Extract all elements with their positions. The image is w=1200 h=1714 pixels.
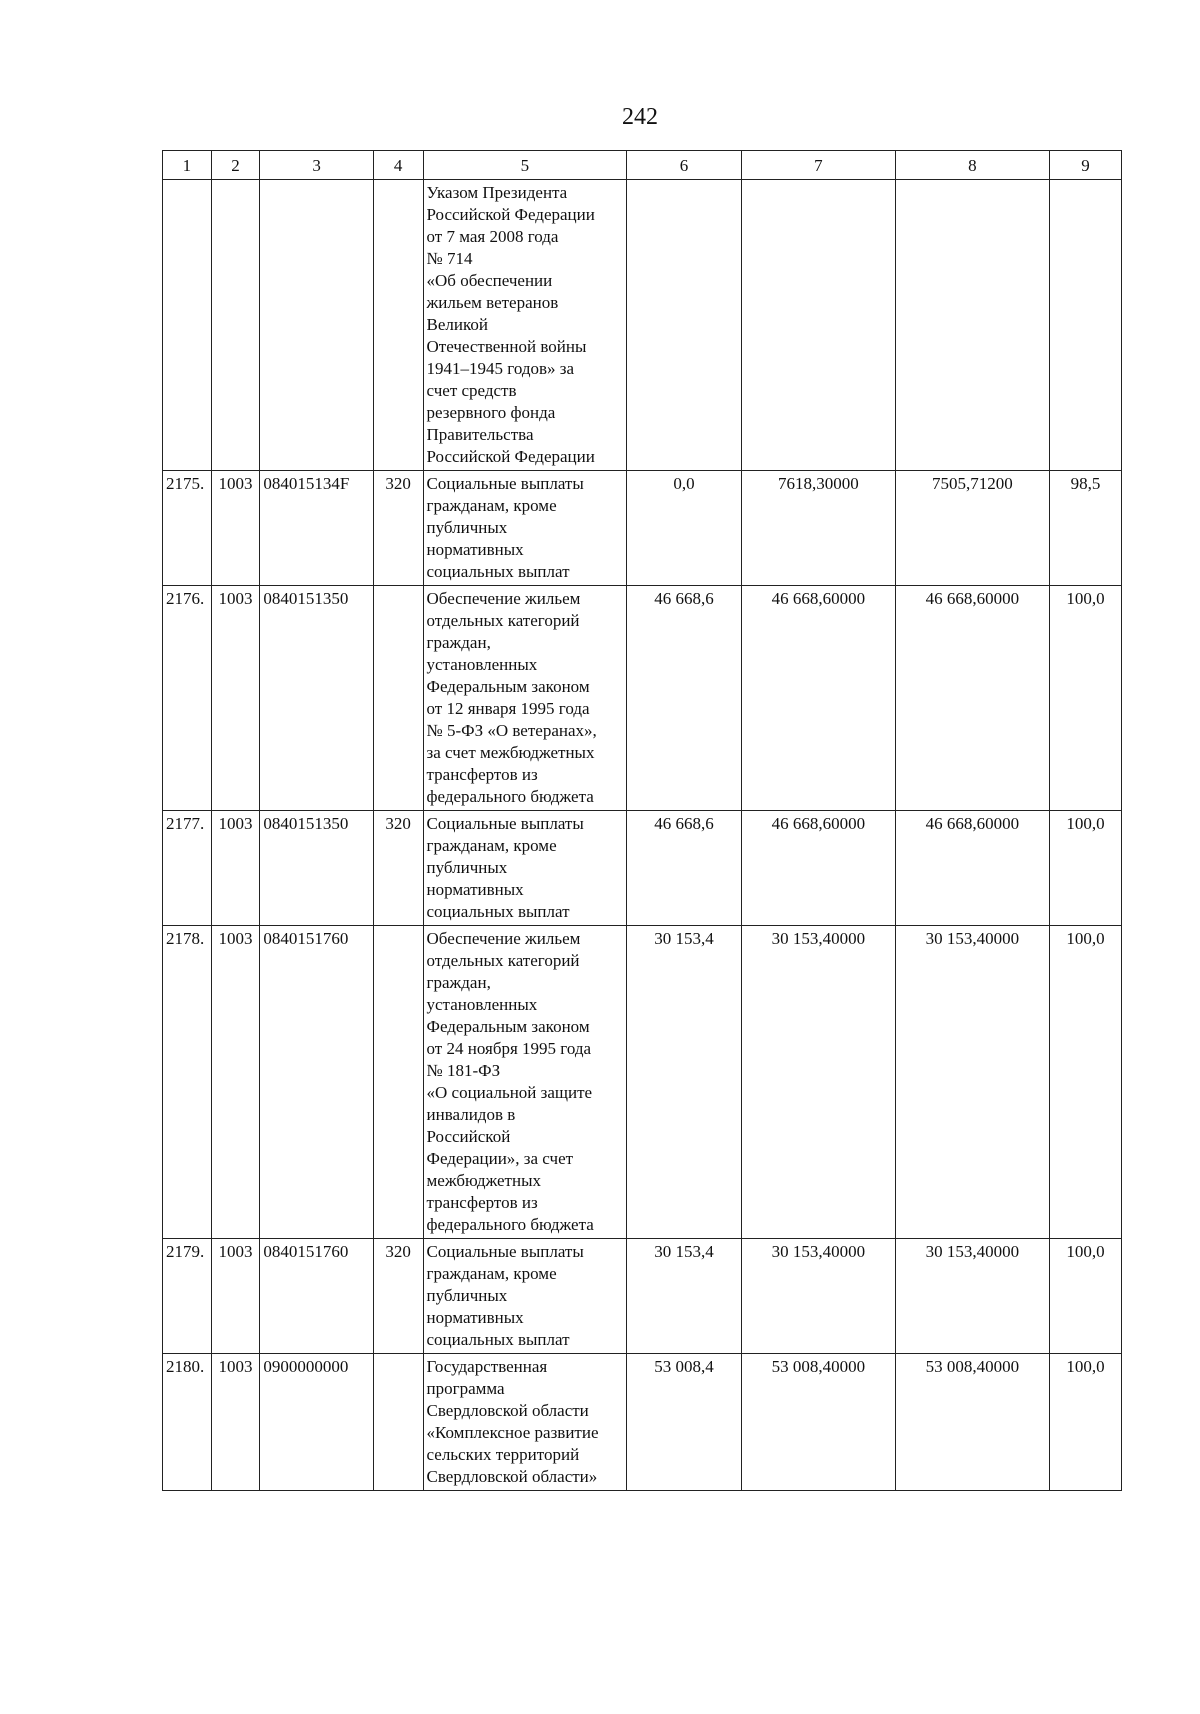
row-number-cell: 2180.	[163, 1354, 212, 1491]
executed-amount-cell: 7505,71200	[895, 471, 1049, 586]
page-number: 242	[622, 104, 658, 130]
description-line: № 181-ФЗ	[426, 1061, 501, 1080]
executed-amount-cell: 30 153,40000	[895, 1239, 1049, 1354]
column-header: 8	[895, 151, 1049, 180]
description-line: граждан,	[426, 973, 491, 992]
column-header: 2	[211, 151, 260, 180]
description-line: сельских территорий	[426, 1445, 580, 1464]
approved-amount-cell: 53 008,4	[627, 1354, 742, 1491]
description-line: Свердловской области»	[426, 1467, 598, 1486]
target-code-cell: 0840151350	[260, 811, 374, 926]
description-line: № 714	[426, 249, 473, 268]
description-line: отдельных категорий	[426, 951, 580, 970]
description-line: трансфертов из	[426, 765, 538, 784]
description-line: Российской Федерации	[426, 205, 595, 224]
table-row	[163, 1354, 1122, 1491]
expense-type-cell	[373, 180, 423, 471]
table-row	[163, 926, 1122, 1239]
description-cell	[423, 811, 627, 926]
row-number-cell: 2178.	[163, 926, 212, 1239]
description-line: «Комплексное развитие	[426, 1423, 599, 1442]
table-row	[163, 180, 1122, 471]
row-number-cell	[163, 180, 212, 471]
approved-amount-cell: 30 153,4	[627, 926, 742, 1239]
description-line: отдельных категорий	[426, 611, 580, 630]
description-line: Российской Федерации	[426, 447, 595, 466]
description-line: Великой	[426, 315, 488, 334]
target-code-cell	[260, 180, 374, 471]
description-line: публичных	[426, 1286, 508, 1305]
description-line: Российской	[426, 1127, 511, 1146]
description-cell	[423, 1354, 627, 1491]
description-cell	[423, 586, 627, 811]
percent-cell: 100,0	[1049, 1354, 1121, 1491]
description-line: социальных выплат	[426, 1330, 570, 1349]
executed-amount-cell: 53 008,40000	[895, 1354, 1049, 1491]
executed-amount-cell: 46 668,60000	[895, 586, 1049, 811]
plan-amount-cell: 46 668,60000	[741, 586, 895, 811]
column-header: 3	[260, 151, 374, 180]
plan-amount-cell: 30 153,40000	[741, 926, 895, 1239]
description-line: Социальные выплаты	[426, 474, 584, 493]
description-line: резервного фонда	[426, 403, 556, 422]
description-line: нормативных	[426, 540, 524, 559]
expense-type-cell: 320	[373, 1239, 423, 1354]
description-line: трансфертов из	[426, 1193, 538, 1212]
description-line: Отечественной войны	[426, 337, 587, 356]
expense-type-cell: 320	[373, 471, 423, 586]
description-cell	[423, 926, 627, 1239]
approved-amount-cell: 0,0	[627, 471, 742, 586]
percent-cell: 98,5	[1049, 471, 1121, 586]
description-line: Правительства	[426, 425, 534, 444]
description-line: Социальные выплаты	[426, 814, 584, 833]
description-line: социальных выплат	[426, 562, 570, 581]
description-line: Государственная	[426, 1357, 548, 1376]
description-line: Обеспечение жильем	[426, 929, 581, 948]
executed-amount-cell: 30 153,40000	[895, 926, 1049, 1239]
percent-cell: 100,0	[1049, 586, 1121, 811]
target-code-cell: 0900000000	[260, 1354, 374, 1491]
description-line: программа	[426, 1379, 505, 1398]
description-line: гражданам, кроме	[426, 496, 557, 515]
column-header: 4	[373, 151, 423, 180]
section-code-cell: 1003	[211, 926, 260, 1239]
description-line: нормативных	[426, 880, 524, 899]
description-line: Федерации», за счет	[426, 1149, 574, 1168]
description-line: жильем ветеранов	[426, 293, 559, 312]
percent-cell: 100,0	[1049, 1239, 1121, 1354]
table-row	[163, 471, 1122, 586]
column-header: 6	[627, 151, 742, 180]
description-line: установленных	[426, 655, 538, 674]
approved-amount-cell: 30 153,4	[627, 1239, 742, 1354]
expense-type-cell	[373, 586, 423, 811]
percent-cell: 100,0	[1049, 926, 1121, 1239]
approved-amount-cell: 46 668,6	[627, 586, 742, 811]
description-line: за счет межбюджетных	[426, 743, 595, 762]
description-line: гражданам, кроме	[426, 1264, 557, 1283]
expense-type-cell: 320	[373, 811, 423, 926]
description-line: публичных	[426, 518, 508, 537]
executed-amount-cell	[895, 180, 1049, 471]
plan-amount-cell: 53 008,40000	[741, 1354, 895, 1491]
section-code-cell: 1003	[211, 586, 260, 811]
percent-cell	[1049, 180, 1121, 471]
description-line: 1941–1945 годов» за	[426, 359, 575, 378]
section-code-cell: 1003	[211, 1239, 260, 1354]
expense-type-cell	[373, 1354, 423, 1491]
plan-amount-cell: 46 668,60000	[741, 811, 895, 926]
target-code-cell: 0840151350	[260, 586, 374, 811]
description-line: граждан,	[426, 633, 491, 652]
section-code-cell: 1003	[211, 1354, 260, 1491]
plan-amount-cell	[741, 180, 895, 471]
description-line: № 5-ФЗ «О ветеранах»,	[426, 721, 597, 740]
description-line: инвалидов в	[426, 1105, 516, 1124]
approved-amount-cell	[627, 180, 742, 471]
description-line: федерального бюджета	[426, 1215, 594, 1234]
description-line: нормативных	[426, 1308, 524, 1327]
description-line: от 7 мая 2008 года	[426, 227, 559, 246]
table-row	[163, 811, 1122, 926]
description-line: «Об обеспечении	[426, 271, 553, 290]
description-line: Обеспечение жильем	[426, 589, 581, 608]
percent-cell: 100,0	[1049, 811, 1121, 926]
target-code-cell: 0840151760	[260, 926, 374, 1239]
table-row	[163, 1239, 1122, 1354]
description-line: социальных выплат	[426, 902, 570, 921]
target-code-cell: 084015134F	[260, 471, 374, 586]
row-number-cell: 2176.	[163, 586, 212, 811]
description-cell	[423, 1239, 627, 1354]
expense-type-cell	[373, 926, 423, 1239]
row-number-cell: 2179.	[163, 1239, 212, 1354]
description-line: счет средств	[426, 381, 517, 400]
column-header: 7	[741, 151, 895, 180]
description-line: Социальные выплаты	[426, 1242, 584, 1261]
target-code-cell: 0840151760	[260, 1239, 374, 1354]
plan-amount-cell: 7618,30000	[741, 471, 895, 586]
column-header: 1	[163, 151, 212, 180]
header-row	[163, 151, 1122, 180]
section-code-cell: 1003	[211, 471, 260, 586]
section-code-cell	[211, 180, 260, 471]
column-header: 5	[423, 151, 627, 180]
description-line: Федеральным законом	[426, 677, 590, 696]
section-code-cell: 1003	[211, 811, 260, 926]
budget-table	[162, 150, 1122, 1491]
approved-amount-cell: 46 668,6	[627, 811, 742, 926]
table-row	[163, 586, 1122, 811]
description-line: Свердловской области	[426, 1401, 589, 1420]
description-line: от 12 января 1995 года	[426, 699, 590, 718]
row-number-cell: 2177.	[163, 811, 212, 926]
executed-amount-cell: 46 668,60000	[895, 811, 1049, 926]
description-line: гражданам, кроме	[426, 836, 557, 855]
description-line: Федеральным законом	[426, 1017, 590, 1036]
description-line: публичных	[426, 858, 508, 877]
description-cell	[423, 180, 627, 471]
row-number-cell: 2175.	[163, 471, 212, 586]
column-header: 9	[1049, 151, 1121, 180]
description-line: от 24 ноября 1995 года	[426, 1039, 592, 1058]
table-body	[163, 180, 1122, 1491]
description-line: «О социальной защите	[426, 1083, 593, 1102]
description-line: федерального бюджета	[426, 787, 594, 806]
plan-amount-cell: 30 153,40000	[741, 1239, 895, 1354]
description-line: межбюджетных	[426, 1171, 541, 1190]
description-cell	[423, 471, 627, 586]
description-line: установленных	[426, 995, 538, 1014]
description-line: Указом Президента	[426, 183, 568, 202]
